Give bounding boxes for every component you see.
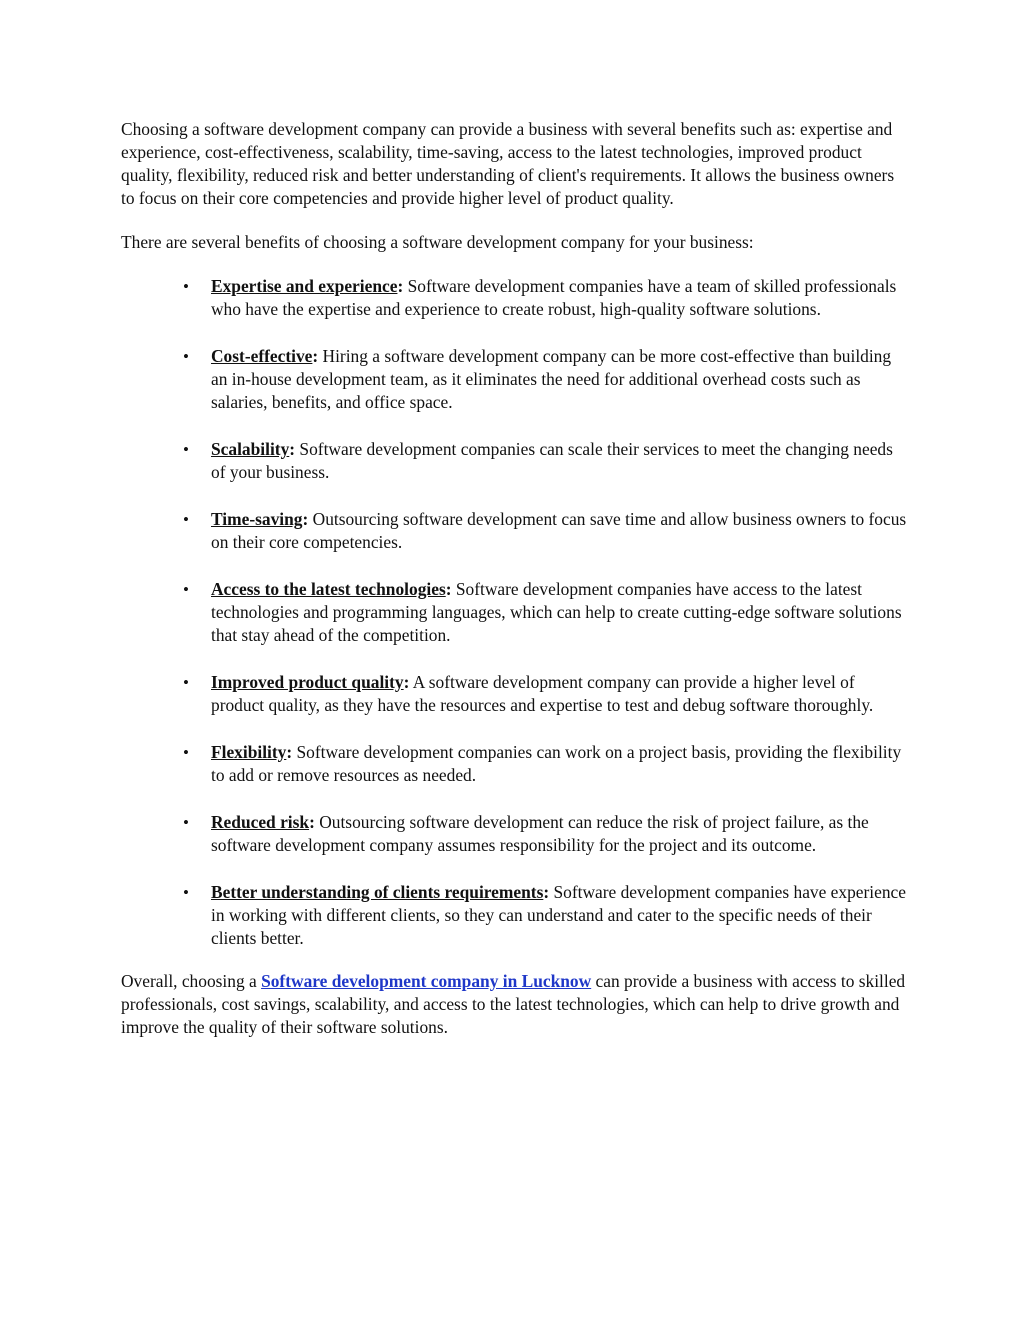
term-colon: : bbox=[445, 579, 452, 599]
bullet-icon: • bbox=[183, 813, 189, 832]
list-item bbox=[121, 578, 911, 647]
bullet-icon: • bbox=[183, 277, 189, 296]
list-item bbox=[121, 811, 911, 857]
benefit-term: Cost-effective bbox=[211, 346, 313, 366]
benefit-text: Hiring a software development company can be more cost-effective than building an in-house development team, as it eliminates the need for additional overhead costs such as salaries, benefits, and office space. bbox=[211, 346, 892, 412]
benefit-term: Access to the latest technologies bbox=[211, 579, 446, 599]
benefit-text: A software development company can provide a higher level of product quality, as they have the resources and expertise to test and debug software thoroughly. bbox=[211, 672, 874, 715]
benefit-text: Software development companies have a team of skilled professionals who have the expertise and experience to create robust, high-quality software solutions. bbox=[211, 276, 897, 319]
term-colon: : bbox=[302, 509, 309, 529]
company-link[interactable]: Software development company in Lucknow bbox=[261, 971, 592, 991]
term-colon: : bbox=[397, 276, 404, 296]
bullet-icon: • bbox=[183, 743, 189, 762]
benefit-text: Software development companies have access to the latest technologies and programming languages, which can help to create cutting-edge software solutions that stay ahead of the competition. bbox=[211, 579, 902, 645]
list-item bbox=[121, 881, 911, 950]
bullet-icon: • bbox=[183, 347, 189, 366]
document-page bbox=[121, 118, 911, 1039]
lead-paragraph: There are several benefits of choosing a software development company for your business: bbox=[121, 232, 754, 252]
benefit-text: Outsourcing software development can reduce the risk of project failure, as the software development company assumes responsibility for the project and its outcome. bbox=[211, 812, 869, 855]
term-colon: : bbox=[403, 672, 410, 692]
bullet-icon: • bbox=[183, 883, 189, 902]
bullet-icon: • bbox=[183, 510, 189, 529]
conclusion-paragraph bbox=[121, 970, 911, 1039]
benefit-text: Software development companies can scale their services to meet the changing needs of your business. bbox=[211, 439, 893, 482]
list-item bbox=[121, 671, 911, 717]
bullet-icon: • bbox=[183, 580, 189, 599]
term-colon: : bbox=[312, 346, 319, 366]
list-item bbox=[121, 741, 911, 787]
term-colon: : bbox=[286, 742, 293, 762]
benefits-list bbox=[121, 275, 911, 950]
bullet-icon: • bbox=[183, 673, 189, 692]
benefit-text: Software development companies can work on a project basis, providing the flexibility to add or remove resources as needed. bbox=[211, 742, 902, 785]
term-colon: : bbox=[289, 439, 296, 459]
benefit-text: Outsourcing software development can save time and allow business owners to focus on their core competencies. bbox=[211, 509, 907, 552]
conclusion-before: Overall, choosing a bbox=[121, 971, 262, 991]
list-item bbox=[121, 438, 911, 484]
term-colon: : bbox=[543, 882, 550, 902]
conclusion-after: can provide a business with access to skilled professionals, cost savings, scalability, and access to the latest technologies, which can help to drive growth and improve the quality of their software solutions. bbox=[121, 971, 906, 1037]
benefit-term: Improved product quality bbox=[211, 672, 404, 692]
benefit-term: Better understanding of clients requirements bbox=[211, 882, 544, 902]
intro-paragraph: Choosing a software development company can provide a business with several benefits such as: expertise and experience, cost-effectiveness, scalability, time-saving, access to the latest technologies, improved product quality, flexibility, reduced risk and better understanding of client's requirements. It allows the business owners to focus on their core competencies and provide higher level of product quality. bbox=[121, 119, 895, 208]
benefit-term: Scalability bbox=[211, 439, 290, 459]
list-item bbox=[121, 345, 911, 414]
benefit-term: Expertise and experience bbox=[211, 276, 398, 296]
list-item bbox=[121, 508, 911, 554]
benefit-term: Flexibility bbox=[211, 742, 287, 762]
term-colon: : bbox=[309, 812, 315, 832]
benefit-term: Reduced risk bbox=[211, 812, 310, 832]
bullet-icon: • bbox=[183, 440, 189, 459]
benefit-text: Software development companies have experience in working with different clients, so they can understand and cater to the specific needs of their clients better. bbox=[211, 882, 906, 948]
list-item bbox=[121, 275, 911, 321]
benefit-term: Time-saving bbox=[211, 509, 303, 529]
